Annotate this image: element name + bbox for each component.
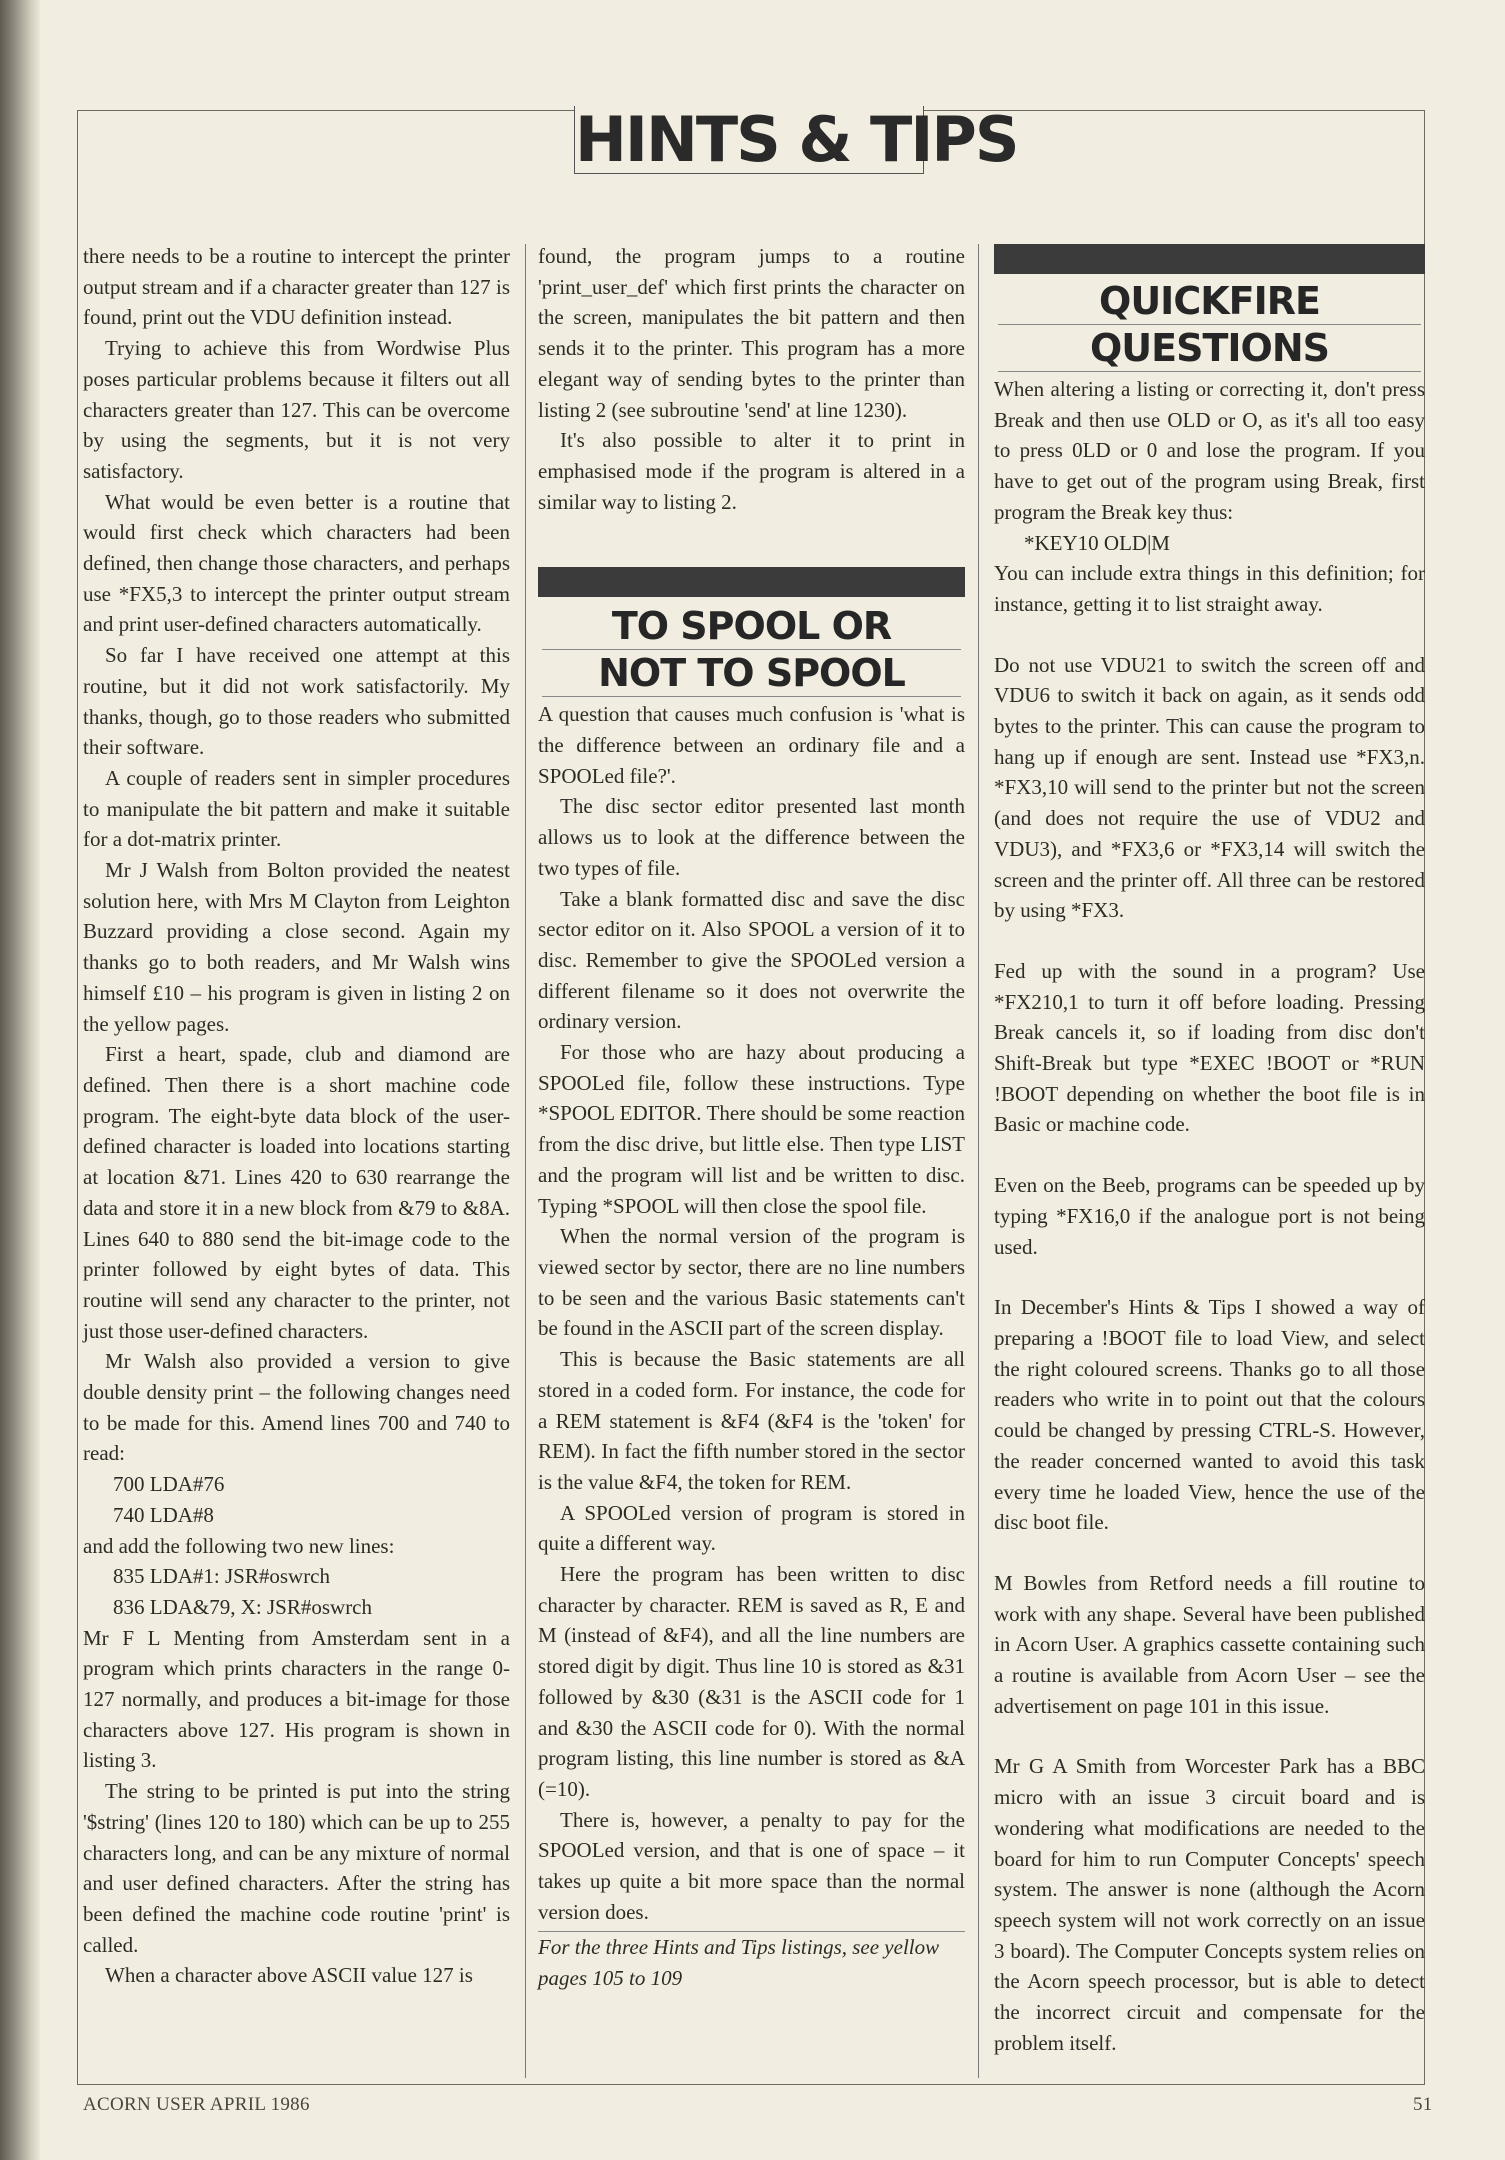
page-number: 51 [1413,2094,1433,2115]
heading-rule [998,324,1421,325]
page-title: HINTS & TIPS [575,103,1018,176]
paragraph: A SPOOLed version of program is stored in quite a different way. [538,1500,965,1556]
column-divider-1 [525,244,526,2078]
paragraph: Fed up with the sound in a program? Use *FX210,1 to turn it off before loading. Pressing Break cancels it, so if loading from disc don't Shift-Break but type *EXEC !BOOT or *RUN !BOOT depending on whether the boot file is in Basic or machine code. [994,958,1425,1137]
paragraph: Mr J Walsh from Bolton provided the neatest solution here, with Mrs M Clayton from Leighton Buzzard providing a close second. Again my thanks go to both readers, and Mr Walsh wins himself £10 – his program is given in listing 2 on the yellow pages. [83,858,510,1036]
paragraph: When a character above ASCII value 127 is [105,1963,473,1988]
paragraph: A couple of readers sent in simpler procedures to manipulate the bit pattern and make it suitable for a dot-matrix printer. [83,765,510,852]
column-3 [994,244,1425,2058]
paragraph: Take a blank formatted disc and save the disc sector editor on it. Also SPOOL a version of it to disc. Remember to give the SPOOLed version a different filename so it does not overwrite the ordinary version. [538,886,965,1034]
paragraph: A question that causes much confusion is 'what is the difference between an ordinary file and a SPOOLed file?'. [538,702,965,788]
paragraph: Here the program has been written to disc character by character. REM is saved as R, E and M (instead of &F4), and all the line numbers are stored digit by digit. Thus line 10 is stored as &31 followed by &30 (&31 is the ASCII code for 1 and &30 the ASCII code for 0). With the normal program listing, this line number is stored as &A (=10). [538,1562,965,1801]
paragraph: found, the program jumps to a routine 'print_user_def' which first prints the character on the screen, manipulates the bit pattern and then sends it to the printer. This program has a more elegant way of sending bytes to the printer than listing 2 (see subroutine 'send' at line 1230). [538,244,965,422]
spool-heading-line-2: NOT TO SPOOL [598,651,905,696]
paragraph: This is because the Basic statements are all stored in a coded form. For instance, the code for a REM statement is &F4 (&F4 is the 'token' for REM). In fact the fifth number stored in the sector is the value &F4, the token for REM. [538,1347,965,1494]
paragraph: You can include extra things in this definition; for instance, getting it to list straight away. [994,561,1425,616]
paragraph: and add the following two new lines: [83,1533,395,1558]
paragraph: When altering a listing or correcting it, don't press Break and then use OLD or O, as it's all too easy to press 0LD or 0 and lose the program. If you have to get out of the program using Break, first program the Break key thus: [994,377,1425,524]
paragraph: The disc sector editor presented last month allows us to look at the difference between the two types of file. [538,794,965,880]
footer-magazine-date: ACORN USER APRIL 1986 [83,2094,310,2115]
quickfire-heading-line-2: QUESTIONS [1089,326,1330,370]
paragraph: It's also possible to alter it to print in emphasised mode if the program is altered in a similar way to listing 2. [538,428,965,514]
paragraph: Mr F L Menting from Amsterdam sent in a program which prints characters in the range 0-127 normally, and produces a bit-image for those characters above 127. His program is shown in listing 3. [83,1625,510,1773]
paragraph: First a heart, spade, club and diamond are defined. Then there is a short machine code program. The eight-byte data block of the user-defined character is loaded into locations starting at location &71. Lines 420 to 630 rearrange the data and store it in a new block from &79 to &8A. Lines 640 to 880 send the bit-image code to the printer followed by eight bytes of data. This routine will send any character to the printer, not just those user-defined characters. [83,1042,510,1343]
spool-article [538,567,965,1994]
paragraph: M Bowles from Retford needs a fill routine to work with any shape. Several have been published in Acorn User. A graphics cassette containing such a routine is available from Acorn User – see the advertisement on page 101 in this issue. [994,1570,1425,1718]
paragraph: there needs to be a routine to intercept the printer output stream and if a character greater than 127 is found, print out the VDU definition instead. [83,244,510,330]
spool-heading-line-1: TO SPOOL OR [611,604,892,649]
paragraph: Do not use VDU21 to switch the screen off and VDU6 to switch it back on again, as it sends odd bytes to the printer. This can cause the program to hang up if enough are sent. Instead use *FX3,n. *FX3,10 will send to the printer but not the screen (and does not require the use of VDU2 and VDU3), and *FX3,6 or *FX3,14 will switch the screen and the printer off. All three can be restored by using *FX3. [994,652,1425,923]
paragraph: Trying to achieve this from Wordwise Plus poses particular problems because it filters out all characters greater than 127. This can be overcome by using the segments, but it is not very satisfactory. [83,336,510,483]
paragraph: So far I have received one attempt at this routine, but it did not work satisfactorily. My thanks, though, go to those readers who submitted their software. [83,643,510,760]
code-line: 836 LDA&79, X: JSR#oswrch [113,1594,373,1619]
heading-rule [542,649,961,650]
heading-rule [998,371,1421,372]
code-line: 740 LDA#8 [113,1502,214,1527]
code-line: 700 LDA#76 [113,1472,225,1497]
page-binding-shadow [0,0,40,2160]
heading-bar [994,244,1425,274]
paragraph: Even on the Beeb, programs can be speeded up by typing *FX16,0 if the analogue port is not being used. [994,1173,1425,1259]
heading-bar [538,567,965,597]
code-line: 835 LDA#1: JSR#oswrch [113,1564,331,1589]
heading-rule [542,696,961,697]
quickfire-heading-line-1: QUICKFIRE [1099,279,1320,323]
paragraph: When the normal version of the program is viewed sector by sector, there are no line numbers to be seen and the various Basic statements can't be found in the ASCII part of the screen display. [538,1224,965,1341]
code-line: *KEY10 OLD|M [1024,530,1170,555]
paragraph: What would be even better is a routine that would first check which characters had been defined, then change those characters, and perhaps use *FX5,3 to intercept the printer output stream and print user-defined characters automatically. [83,489,510,637]
paragraph: Mr G A Smith from Worcester Park has a BBC micro with an issue 3 circuit board and is wondering what modifications are needed to the board for him to run Computer Concepts' speech system. The answer is none (although the Acorn speech system will not work correctly on an issue 3 board). The Computer Concepts system relies on the Acorn speech processor, but is able to detect the incorrect circuit and compensate for the problem itself. [994,1754,1425,2055]
paragraph: There is, however, a penalty to pay for the SPOOLed version, and that is one of space – it takes up quite a bit more space than the normal version does. [538,1807,965,1924]
paragraph: In December's Hints & Tips I showed a way of preparing a !BOOT file to load View, and select the right coloured screens. Thanks go to all those readers who write in to point out that the colours could be changed by pressing CTRL-S. However, the reader concerned wanted to avoid this task every time he loaded View, hence the use of the disc boot file. [994,1295,1425,1535]
paragraph: Mr Walsh also provided a version to give double density print – the following changes need to be made for this. Amend lines 700 and 740 to read: [83,1349,510,1466]
column-divider-2 [978,244,979,2078]
paragraph: For those who are hazy about producing a SPOOLed file, follow these instructions. Type *SPOOL EDITOR. There should be some reaction from the disc drive, but little else. Then type LIST and the program will list and be written to disc. Typing *SPOOL will then close the spool file. [538,1040,965,1218]
paragraph: The string to be printed is put into the string '$string' (lines 120 to 180) which can be up to 255 characters long, and can be any mixture of normal and user defined characters. After the string has been defined the machine code routine 'print' is called. [83,1779,510,1957]
column-2 [538,241,965,1994]
listing-caption: For the three Hints and Tips listings, see yellow pages 105 to 109 [538,1935,940,1991]
column-1 [83,241,510,1991]
